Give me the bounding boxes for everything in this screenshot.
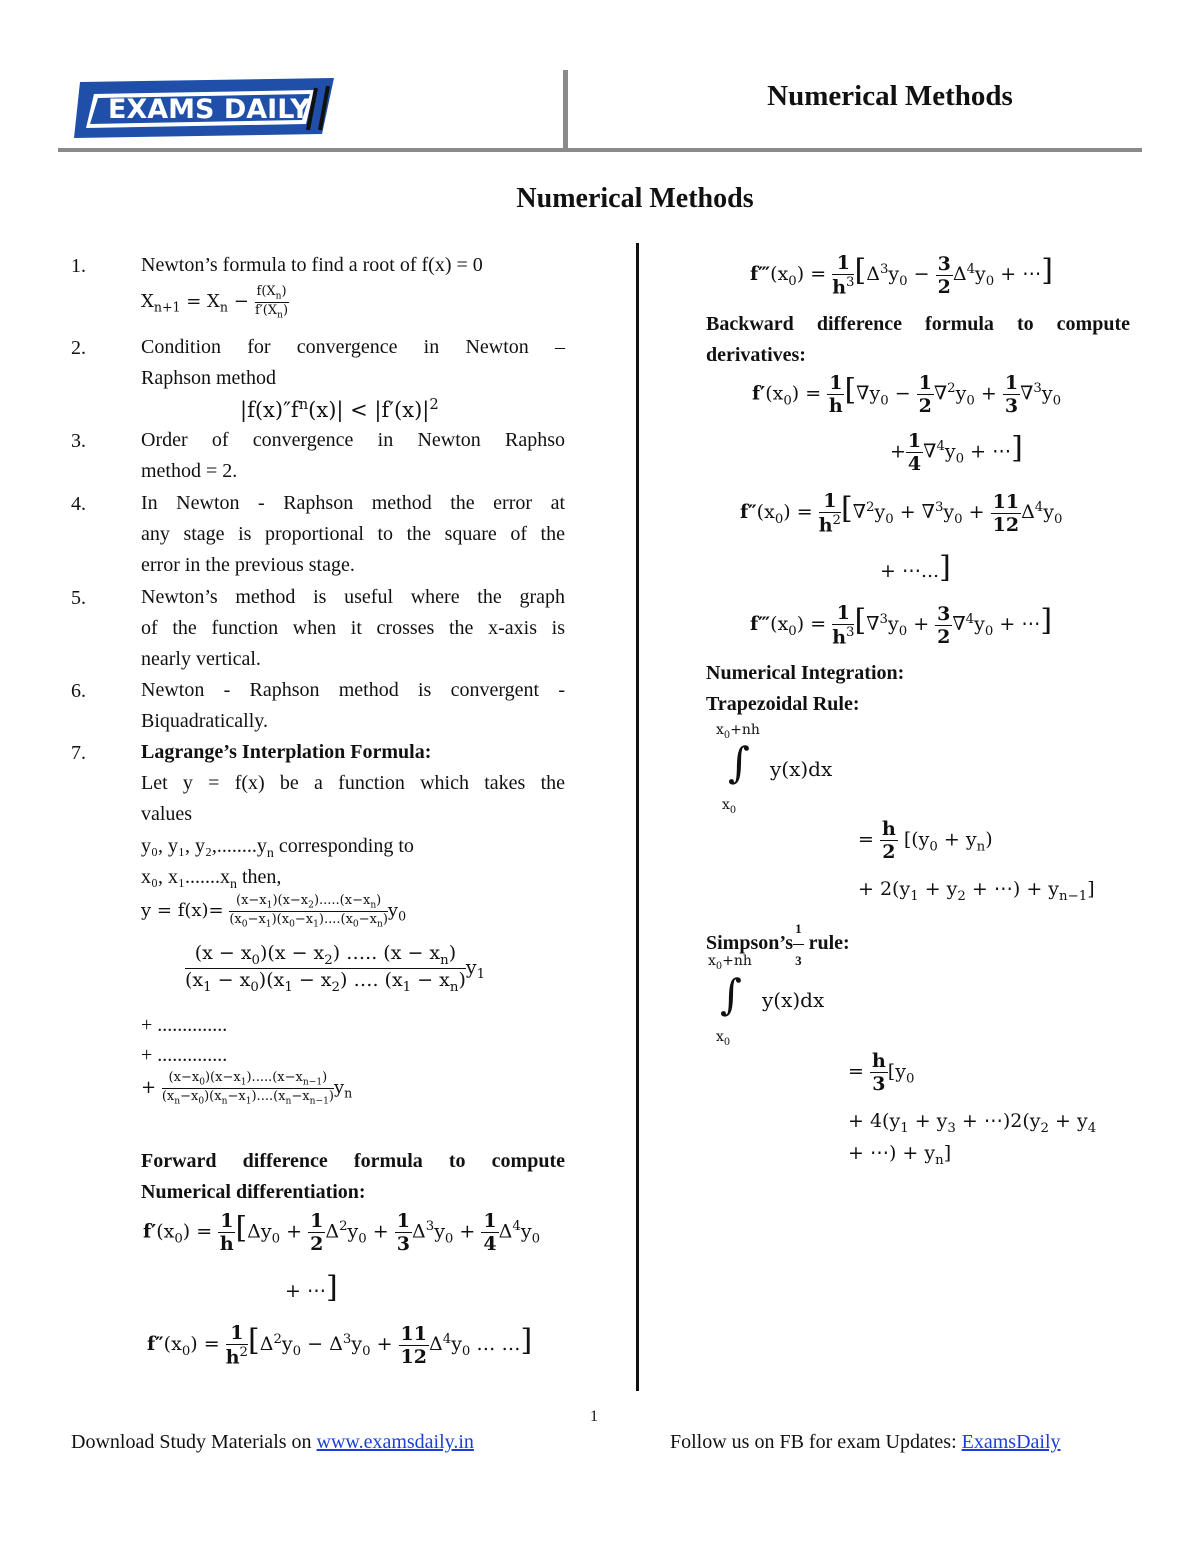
section-heading: Forward difference formula to compute bbox=[141, 1150, 565, 1172]
lagrange-term-0: y = f(x)= $\frac{(x-x_1)(x-x_2).....(x-x_n)}{(x_0-x_1)(x_0-x_1)....(x_0-x_n)}$ $y_0$ bbox=[141, 893, 407, 930]
section-heading: Lagrange’s Interplation Formula: bbox=[141, 741, 432, 763]
simpson-result: = $\frac{h}{3}$ [$y_0$ bbox=[848, 1050, 915, 1095]
item-text: Newton’s method is useful where the graph bbox=[141, 586, 565, 608]
exams-daily-logo bbox=[72, 72, 337, 142]
item-text: Condition for convergence in Newton – bbox=[141, 336, 565, 358]
newton-formula: $X_{n+1} = X_n$ − $\frac{f(X_n)}{f'(X_n)}$ bbox=[141, 284, 289, 321]
forward-second-derivative: $f''(x_0)$ = $\frac{1}{h^2}$ [$\Delta^2y_0 - \Delta^3y_0$ + $\frac{11}{12}$ $\Delta^4y_0$ … …] bbox=[147, 1322, 533, 1369]
item-text: y₀, y₁, $y_2,........y_n$ corresponding to bbox=[141, 835, 414, 861]
item-text: Let y = f(x) be a function which takes the bbox=[141, 772, 565, 794]
page-number: 1 bbox=[590, 1408, 598, 1425]
integrand: y(x)dx bbox=[762, 988, 825, 1012]
item-number: 3. bbox=[71, 430, 86, 452]
header-title: Numerical Methods bbox=[767, 80, 1013, 112]
integral-sign: ∫ bbox=[720, 970, 742, 1019]
item-number: 5. bbox=[71, 587, 86, 609]
item-text: Raphson method bbox=[141, 367, 276, 389]
continuation-dots: + .............. bbox=[141, 1044, 228, 1066]
backward-third-derivative: $f‴(x_0)$ = $\frac{1}{h^3}$ [$\nabla^3y_0$ + $\frac{3}{2}$ $\nabla^4y_0$ + ⋯] bbox=[750, 602, 1053, 649]
item-number: 7. bbox=[71, 742, 86, 764]
integral-sign: ∫ bbox=[728, 738, 750, 787]
item-text: error in the previous stage. bbox=[141, 554, 355, 576]
website-link[interactable]: www.examsdaily.in bbox=[316, 1431, 474, 1453]
integral-lower-limit: $x_0$ bbox=[722, 797, 737, 816]
item-number: 6. bbox=[71, 680, 86, 702]
item-text: method = 2. bbox=[141, 460, 238, 482]
header-divider bbox=[563, 70, 568, 150]
item-text: any stage is proportional to the square of the bbox=[141, 523, 565, 545]
item-text: Order of convergence in Newton Raphso bbox=[141, 429, 565, 451]
backward-second-derivative-cont: + ⋯...] bbox=[880, 550, 951, 585]
item-text: Newton’s formula to find a root of f(x) = 0 bbox=[141, 254, 483, 276]
section-heading: Numerical Integration: bbox=[706, 662, 905, 684]
trapezoidal-result: = $\frac{h}{2}$ [$(y_0 + y_n)$ bbox=[858, 818, 993, 863]
footer-right-text: Follow us on FB for exam Updates: bbox=[670, 1431, 962, 1453]
page-title: Numerical Methods bbox=[516, 183, 754, 214]
column-divider bbox=[636, 243, 639, 1391]
item-text: Biquadratically. bbox=[141, 710, 268, 732]
item-number: 4. bbox=[71, 493, 86, 515]
item-text: x₀, $x_1.......x_n$ then, bbox=[141, 866, 282, 892]
section-heading: Trapezoidal Rule: bbox=[706, 693, 860, 715]
footer-right bbox=[670, 1431, 1061, 1454]
backward-first-derivative-cont: + $\frac{1}{4}$ $\nabla^4y_0$ + ⋯] bbox=[890, 430, 1023, 475]
item-text: values bbox=[141, 803, 193, 825]
footer-left bbox=[71, 1431, 474, 1454]
integral-upper-limit: $x_0+nh$ bbox=[716, 722, 760, 741]
integral-lower-limit: $x_0$ bbox=[716, 1029, 731, 1048]
continuation-dots: + .............. bbox=[141, 1014, 228, 1036]
item-number: 2. bbox=[71, 337, 86, 359]
lagrange-term-n: + $\frac{(x-x_0)(x-x_1).....(x-x_{n-1})}{(x_n-x_0)(x_n-x_1)....(x_n-x_{n-1})}$ $y_n$ bbox=[141, 1070, 353, 1107]
item-text: nearly vertical. bbox=[141, 648, 261, 670]
footer-left-text: Download Study Materials on bbox=[71, 1431, 317, 1453]
section-heading: Simpson’s $\frac{1}{3}$ rule: bbox=[706, 913, 850, 976]
section-heading: derivatives: bbox=[706, 344, 806, 366]
section-heading: Numerical differentiation: bbox=[141, 1181, 366, 1203]
simpson-result-cont: + $4(y_1 + y_3$ + $\cdots)2(y_2 + y_4$ bbox=[848, 1110, 1097, 1136]
convergence-condition: $|f(x)''f^n(x)| < |f'(x)|^2$ bbox=[240, 396, 439, 422]
trapezoidal-result-cont: + $2(y_1 + y_2$ + ⋯) + $y_{n-1}$] bbox=[858, 878, 1095, 904]
forward-third-derivative: $f‴(x_0)$ = $\frac{1}{h^3}$ [$\Delta^3y_0$ − $\frac{3}{2}$ $\Delta^4y_0$ + ⋯] bbox=[750, 252, 1053, 299]
item-number: 1. bbox=[71, 255, 86, 277]
lagrange-term-1: $\frac{(x - x_0)(x - x_2) \dots.. (x - x_n)}{(x_1 - x_0)(x_1 - x_2) \dots. (x_1 - x_n)}$ $y_1$ bbox=[185, 942, 486, 995]
section-heading: Backward difference formula to compute bbox=[706, 313, 1130, 335]
integral-upper-limit: $x_0+nh$ bbox=[708, 953, 752, 972]
integrand: y(x)dx bbox=[770, 757, 833, 781]
forward-first-derivative-cont: + ⋯] bbox=[285, 1270, 338, 1305]
facebook-link[interactable]: ExamsDaily bbox=[961, 1431, 1061, 1453]
item-text: Newton - Raphson method is convergent - bbox=[141, 679, 565, 701]
item-text: of the function when it crosses the x-axis is bbox=[141, 617, 565, 639]
backward-second-derivative: $f''(x_0)$ = $\frac{1}{h^2}$ [$\nabla^2y_0 + \nabla^3y_0$ + $\frac{11}{12}$ $\Delta^4y_0$ bbox=[740, 490, 1063, 537]
svg-text:EXAMS DAILY: EXAMS DAILY bbox=[108, 94, 310, 125]
backward-first-derivative: $f'(x_0)$ = $\frac{1}{h}$ [$\nabla y_0$ − $\frac{1}{2}$ $\nabla^2y_0$ + $\frac{1}{3}$ $\nabla^3y_0$ bbox=[752, 372, 1062, 417]
header-rule bbox=[58, 148, 1142, 152]
item-text: In Newton - Raphson method the error at bbox=[141, 492, 565, 514]
forward-first-derivative: $f'(x_0)$ = $\frac{1}{h}$ [$\Delta y_0$ + $\frac{1}{2}$ $\Delta^2y_0$ + $\frac{1}{3}$ $\Delta^3y_0$ + $\frac{1}{4}$ $\Delta^4y_0$ bbox=[143, 1210, 541, 1255]
simpson-result-cont: + ⋯) + $y_n$] bbox=[848, 1142, 952, 1168]
